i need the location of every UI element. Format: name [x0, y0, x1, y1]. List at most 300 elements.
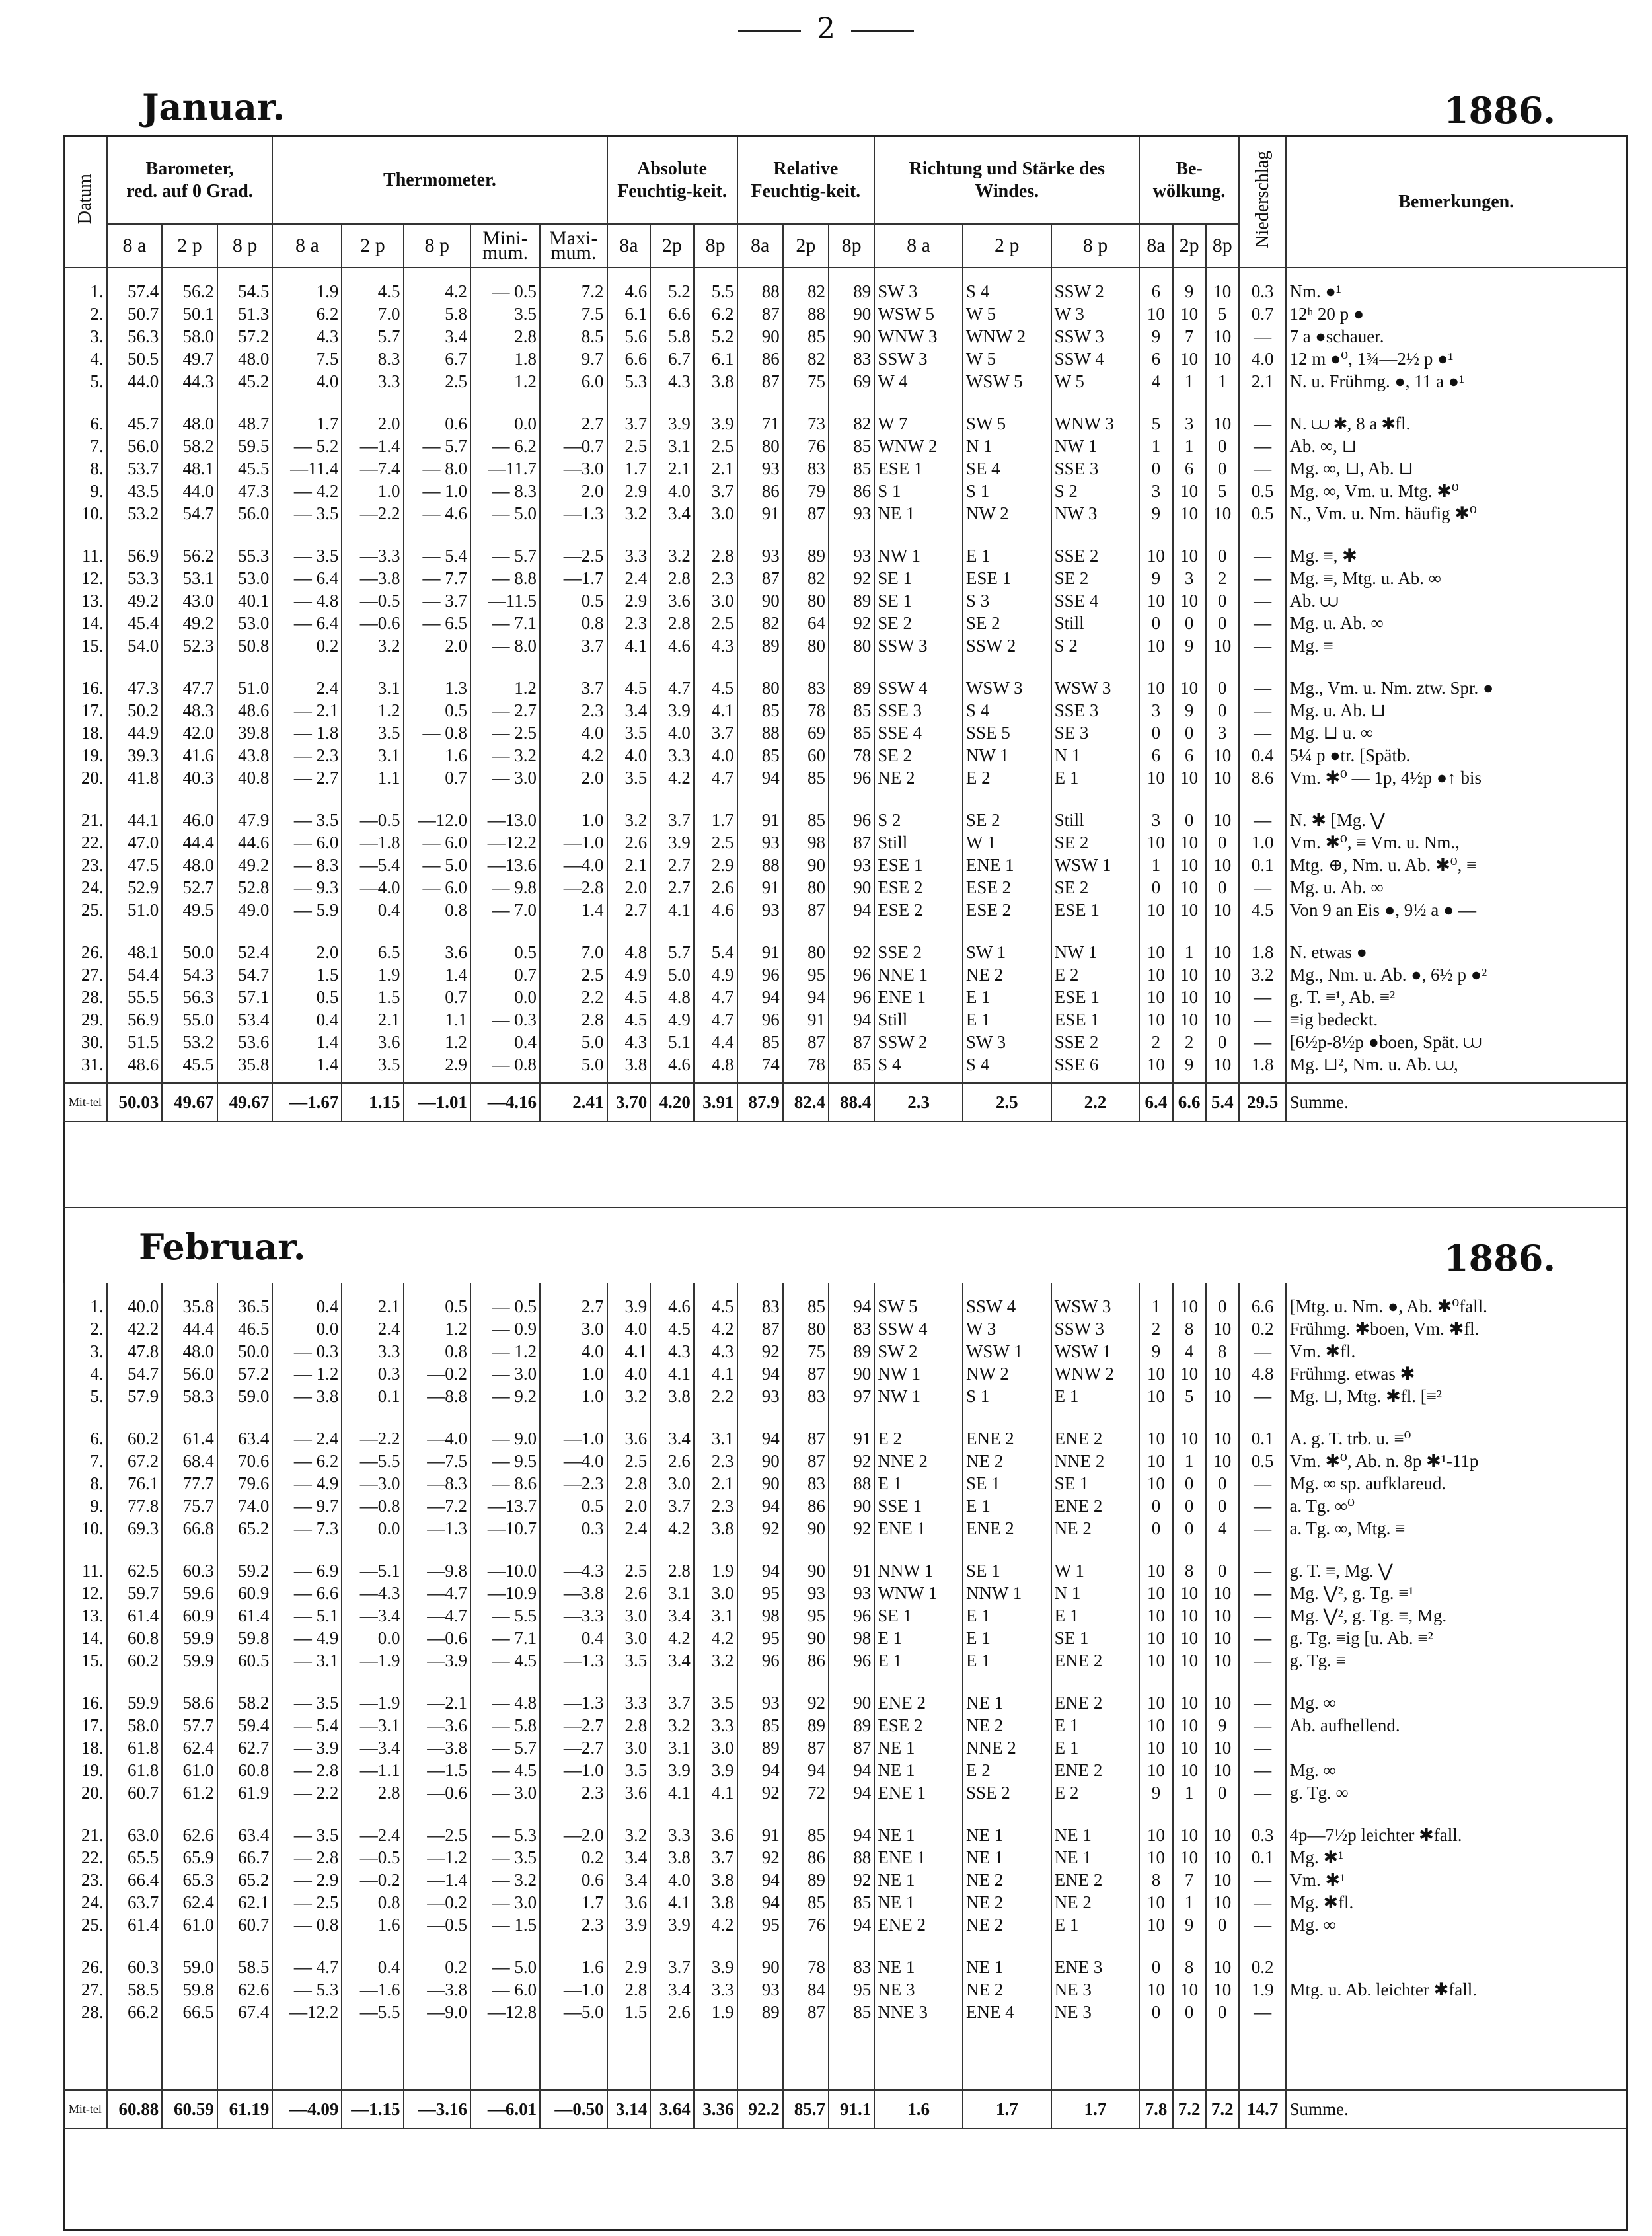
table-cell: 3.3	[650, 744, 694, 766]
table-cell: 4.5	[694, 1295, 737, 1318]
spacer-cell	[1139, 1283, 1172, 1295]
spacer-cell	[217, 268, 273, 280]
mean-cell: —1.01	[404, 1083, 470, 1121]
table-cell: 59.8	[217, 1627, 273, 1649]
table-cell: 1.6	[540, 1956, 607, 1978]
table-cell: —10.7	[470, 1517, 540, 1540]
spacer-cell	[963, 2023, 1051, 2090]
table-cell: Frühmg. etwas ✱	[1286, 1362, 1626, 1385]
header-sub-t8p-16: 8 p	[1051, 224, 1140, 268]
page-dash-left	[738, 30, 801, 32]
table-cell: 40.3	[162, 766, 217, 789]
spacer-cell	[1051, 1804, 1140, 1824]
spacer-cell	[874, 1283, 963, 1295]
table-cell: — 5.0	[470, 1956, 540, 1978]
table-cell: 41.6	[162, 744, 217, 766]
table-cell: SW 5	[963, 412, 1051, 435]
spacer-cell	[1051, 392, 1140, 412]
table-cell: 55.0	[162, 1008, 217, 1031]
table-cell: NE 1	[874, 1824, 963, 1846]
spacer-cell	[342, 1283, 403, 1295]
table-cell: 3.2	[607, 1824, 651, 1846]
mean-cell: —0.50	[540, 2090, 607, 2128]
spacer-cell	[737, 1283, 783, 1295]
table-cell: 63.4	[217, 1427, 273, 1450]
table-cell: 50.8	[217, 634, 273, 657]
table-cell: 85	[829, 1891, 874, 1914]
table-cell: 10	[1139, 1978, 1172, 2001]
table-row	[63, 1559, 1626, 1582]
table-cell: — 7.1	[470, 1627, 540, 1649]
spacer-cell	[272, 1540, 342, 1559]
table-cell: 58.6	[162, 1692, 217, 1714]
table-cell: 98	[783, 831, 829, 854]
spacer-cell	[63, 1936, 107, 1956]
table-cell: 3.9	[694, 1759, 737, 1781]
table-cell: 2.6	[607, 831, 651, 854]
spacer-cell	[404, 268, 470, 280]
table-cell: NE 1	[963, 1692, 1051, 1714]
table-cell: 93	[829, 502, 874, 525]
table-cell: SSW 4	[963, 1295, 1051, 1318]
table-cell: 92	[737, 1517, 783, 1540]
table-cell: 62.6	[162, 1824, 217, 1846]
table-cell: 0	[1206, 876, 1239, 899]
table-cell: 2.1	[694, 457, 737, 480]
spacer-cell	[1206, 1936, 1239, 1956]
spacer-cell	[963, 1540, 1051, 1559]
table-cell: 2.6	[650, 1450, 694, 1472]
table-cell: — 4.5	[470, 1759, 540, 1781]
table-cell: NW 3	[1051, 502, 1140, 525]
table-cell: 83	[783, 1385, 829, 1407]
table-cell: 10	[1173, 1604, 1206, 1627]
spacer-cell	[650, 1407, 694, 1427]
table-cell: 16.	[63, 677, 107, 699]
spacer-cell	[737, 1540, 783, 1559]
table-cell: WSW 1	[1051, 854, 1140, 876]
table-cell: —	[1239, 457, 1287, 480]
spacer-cell	[737, 1076, 783, 1083]
table-cell: 3.6	[404, 941, 470, 963]
table-cell: 91	[737, 502, 783, 525]
table-cell: SSE 2	[874, 941, 963, 963]
table-cell: 83	[829, 1318, 874, 1340]
table-cell: 93	[737, 457, 783, 480]
spacer-cell	[1139, 1407, 1172, 1427]
table-cell: 2.8	[650, 1559, 694, 1582]
header-datum	[63, 137, 107, 268]
table-cell: 57.4	[107, 280, 163, 303]
table-cell: — 5.0	[404, 854, 470, 876]
table-cell: —3.9	[404, 1649, 470, 1672]
table-cell: ENE 4	[963, 2001, 1051, 2023]
table-cell: —	[1239, 544, 1287, 567]
table-cell: 59.0	[162, 1956, 217, 1978]
table-cell: 75.7	[162, 1495, 217, 1517]
table-cell: —5.5	[342, 1450, 403, 1472]
table-cell: 4.2	[694, 1914, 737, 1936]
spacer-cell	[1206, 657, 1239, 677]
table-cell: 0.3	[1239, 280, 1287, 303]
table-cell: 5.	[63, 1385, 107, 1407]
spacer-cell	[1286, 921, 1626, 941]
spacer-cell	[874, 789, 963, 809]
spacer-cell	[162, 1540, 217, 1559]
table-cell: 2.1	[342, 1008, 403, 1031]
table-cell: 4.1	[694, 699, 737, 722]
spacer-cell	[107, 392, 163, 412]
table-cell: 1	[1206, 370, 1239, 392]
mean-cell: 5.4	[1206, 1083, 1239, 1121]
table-cell: 0.5	[1239, 502, 1287, 525]
table-cell: 0.2	[540, 1846, 607, 1869]
header-sub-t8p-2: 8 p	[217, 224, 273, 268]
table-cell: 91	[829, 1559, 874, 1582]
table-cell: 94	[829, 1781, 874, 1804]
table-cell: 69	[829, 370, 874, 392]
spacer-cell	[107, 1407, 163, 1427]
table-cell: 11.	[63, 544, 107, 567]
table-row	[63, 1053, 1626, 1076]
table-cell: —0.5	[342, 589, 403, 612]
header-sub-s2p-12: 2p	[783, 224, 829, 268]
table-cell: 10	[1173, 876, 1206, 899]
table-cell: 8	[1206, 1340, 1239, 1362]
table-cell: 82	[829, 412, 874, 435]
spacer-cell	[1206, 921, 1239, 941]
table-cell: 0.2	[1239, 1956, 1287, 1978]
table-cell: 74.0	[217, 1495, 273, 1517]
table-cell: 5	[1206, 480, 1239, 502]
spacer-cell	[874, 1407, 963, 1427]
table-cell: 0.4	[342, 1956, 403, 1978]
table-cell: N 1	[1051, 1582, 1140, 1604]
table-cell: — 3.5	[272, 1692, 342, 1714]
table-cell: 41.8	[107, 766, 163, 789]
table-cell: 78	[783, 1053, 829, 1076]
table-cell: 10	[1206, 1008, 1239, 1031]
table-cell: E 1	[963, 1604, 1051, 1627]
spacer-cell	[963, 657, 1051, 677]
spacer-cell	[963, 1804, 1051, 1824]
table-cell: 45.5	[217, 457, 273, 480]
spacer-cell	[217, 1407, 273, 1427]
spacer-cell	[342, 392, 403, 412]
table-cell: —	[1239, 435, 1287, 457]
table-cell: — 2.1	[272, 699, 342, 722]
table-cell: 9	[1173, 1053, 1206, 1076]
table-cell: ESE 1	[874, 854, 963, 876]
mean-cell: —6.01	[470, 2090, 540, 2128]
table-cell: 44.0	[107, 370, 163, 392]
table-cell: — 6.0	[404, 876, 470, 899]
table-cell: 5.1	[650, 1031, 694, 1053]
table-cell: 4.7	[650, 677, 694, 699]
table-cell: 0	[1206, 1472, 1239, 1495]
table-cell: 61.4	[162, 1427, 217, 1450]
table-cell: 96	[829, 1604, 874, 1627]
table-cell: 3.8	[650, 1385, 694, 1407]
table-cell: 85	[783, 809, 829, 831]
table-cell: g. T. ≡, Mg. ⋁	[1286, 1559, 1626, 1582]
table-cell: Mg. u. Ab. ⊔	[1286, 699, 1626, 722]
table-cell: — 5.5	[470, 1604, 540, 1627]
table-cell: 3.7	[694, 722, 737, 744]
table-cell: 4.5	[342, 280, 403, 303]
table-cell: 91	[783, 1008, 829, 1031]
table-cell: 5.7	[650, 941, 694, 963]
spacer-cell	[1139, 1540, 1172, 1559]
table-cell: 48.3	[162, 699, 217, 722]
table-row	[63, 854, 1626, 876]
table-cell: 83	[737, 1295, 783, 1318]
spacer-cell	[650, 1076, 694, 1083]
spacer-cell	[1239, 1936, 1287, 1956]
table-cell: 5.7	[342, 325, 403, 348]
header-sub-t8a-3: 8 a	[272, 224, 342, 268]
table-cell: 5.0	[540, 1031, 607, 1053]
table-cell: 10	[1206, 502, 1239, 525]
table-row	[63, 1472, 1626, 1495]
spacer-cell	[694, 1936, 737, 1956]
table-cell: 66.5	[162, 2001, 217, 2023]
table-cell: 91	[737, 1824, 783, 1846]
table-cell: g. Tg. ≡	[1286, 1649, 1626, 1672]
table-cell: —	[1239, 1517, 1287, 1540]
table-cell: 0.4	[272, 1008, 342, 1031]
table-row	[63, 1517, 1626, 1540]
table-cell: 94	[737, 1869, 783, 1891]
mean-cell: 7.2	[1206, 2090, 1239, 2128]
table-cell: [Mtg. u. Nm. ●, Ab. ✱⁰fall.	[1286, 1295, 1626, 1318]
spacer-cell	[874, 1540, 963, 1559]
spacer-cell	[963, 1936, 1051, 1956]
table-cell: 6.	[63, 1427, 107, 1450]
spacer-cell	[1239, 1672, 1287, 1692]
table-cell: 92	[829, 567, 874, 589]
table-cell: 10	[1139, 1649, 1172, 1672]
spacer-cell	[107, 268, 163, 280]
table-cell: 5¼ p ●tr. [Spätb.	[1286, 744, 1626, 766]
header-sub-t2p-1: 2 p	[162, 224, 217, 268]
spacer-cell	[1139, 392, 1172, 412]
spacer-cell	[404, 657, 470, 677]
table-cell: 27.	[63, 1978, 107, 2001]
table-row	[63, 280, 1626, 303]
spacer-cell	[1139, 1936, 1172, 1956]
table-cell: 4.5	[694, 677, 737, 699]
spacer-cell	[540, 1936, 607, 1956]
table-cell: 6.	[63, 412, 107, 435]
spacer-cell	[963, 1283, 1051, 1295]
table-cell: 48.1	[107, 941, 163, 963]
table-cell: NE 2	[963, 1914, 1051, 1936]
table-cell: 39.8	[217, 722, 273, 744]
table-cell: 40.8	[217, 766, 273, 789]
table-cell: 3.0	[650, 1472, 694, 1495]
spacer-cell	[694, 2023, 737, 2090]
table-cell: 1.9	[272, 280, 342, 303]
spacer-cell	[342, 268, 403, 280]
table-cell: W 7	[874, 412, 963, 435]
table-cell: 95	[829, 1978, 874, 2001]
table-cell: 94	[737, 1559, 783, 1582]
table-cell: 0.7	[404, 766, 470, 789]
table-cell: SSW 3	[1051, 1318, 1140, 1340]
table-cell: 55.3	[217, 544, 273, 567]
table-cell: — 5.2	[272, 435, 342, 457]
table-cell: 6.1	[607, 303, 651, 325]
table-cell: 89	[783, 1714, 829, 1736]
table-cell: 94	[829, 1008, 874, 1031]
header-sub-maximum-7: Maxi-mum.	[540, 224, 607, 268]
table-cell: NE 1	[874, 1956, 963, 1978]
table-cell: 0.1	[1239, 1846, 1287, 1869]
spacer-cell	[650, 2023, 694, 2090]
summe-label: Summe.	[1286, 2090, 1626, 2128]
header-sub-t8a-14: 8 a	[874, 224, 963, 268]
spacer-cell	[963, 1407, 1051, 1427]
table-cell: —4.7	[404, 1604, 470, 1627]
table-cell: 64	[783, 612, 829, 634]
table-cell: — 0.3	[470, 1008, 540, 1031]
table-cell: SE 3	[1051, 722, 1140, 744]
table-cell: 7.5	[540, 303, 607, 325]
table-cell: 1.4	[404, 963, 470, 986]
table-cell: 2.9	[694, 854, 737, 876]
spacer-cell	[963, 392, 1051, 412]
table-cell: 87	[829, 831, 874, 854]
spacer-cell	[1286, 1283, 1626, 1295]
table-cell: N., Vm. u. Nm. häufig ✱⁰	[1286, 502, 1626, 525]
spacer-cell	[1286, 789, 1626, 809]
table-row	[63, 963, 1626, 986]
table-cell: 2.0	[404, 634, 470, 657]
table-cell: 5.2	[650, 280, 694, 303]
table-cell: 4.	[63, 1362, 107, 1385]
spacer-cell	[874, 392, 963, 412]
spacer-cell	[470, 268, 540, 280]
table-cell: 60.7	[107, 1781, 163, 1804]
spacer-cell	[63, 657, 107, 677]
table-cell: 28.	[63, 986, 107, 1008]
table-cell: 10	[1173, 480, 1206, 502]
table-cell: — 0.3	[272, 1340, 342, 1362]
table-cell: 49.5	[162, 899, 217, 921]
table-cell: 89	[783, 544, 829, 567]
mean-cell: 92.2	[737, 2090, 783, 2128]
spacer-cell	[829, 1540, 874, 1559]
table-cell: 2.1	[607, 854, 651, 876]
spacer-cell	[272, 657, 342, 677]
table-cell: 4	[1206, 1517, 1239, 1540]
table-cell: 90	[829, 1362, 874, 1385]
spacer-cell	[874, 525, 963, 544]
table-cell: 3.0	[540, 1318, 607, 1340]
table-cell: 83	[829, 1956, 874, 1978]
table-cell: 2.4	[272, 677, 342, 699]
table-cell: 66.7	[217, 1846, 273, 1869]
table-cell: SE 1	[1051, 1472, 1140, 1495]
table-cell: 2.0	[607, 876, 651, 899]
table-cell: 80	[829, 634, 874, 657]
spacer-cell	[63, 1076, 107, 1083]
table-cell: — 1.5	[470, 1914, 540, 1936]
table-cell: SE 1	[963, 1559, 1051, 1582]
spacer-cell	[63, 268, 107, 280]
table-row	[63, 435, 1626, 457]
table-cell: 3.0	[694, 502, 737, 525]
table-cell: 60.3	[107, 1956, 163, 1978]
table-cell: 8.6	[1239, 766, 1287, 789]
table-cell: 2	[1139, 1031, 1172, 1053]
table-cell: 87	[783, 1450, 829, 1472]
header-barometer	[107, 137, 273, 224]
table-cell: SSE 6	[1051, 1053, 1140, 1076]
table-cell: 50.0	[162, 941, 217, 963]
spacer-cell	[272, 789, 342, 809]
table-cell: — 2.7	[272, 766, 342, 789]
table-cell: E 1	[1051, 1714, 1140, 1736]
table-cell: 63.0	[107, 1824, 163, 1846]
table-cell: 60.2	[107, 1649, 163, 1672]
table-cell: — 6.0	[272, 831, 342, 854]
table-cell: 51.0	[217, 677, 273, 699]
table-cell: 10	[1206, 1053, 1239, 1076]
spacer-cell	[1173, 392, 1206, 412]
table-cell: — 4.2	[272, 480, 342, 502]
table-cell: Mg. ∞, Vm. u. Mtg. ✱⁰	[1286, 480, 1626, 502]
table-cell: 10	[1173, 899, 1206, 921]
table-cell: 7.5	[272, 348, 342, 370]
spacer-cell	[829, 2023, 874, 2090]
table-cell: N. ✱ [Mg. ⋁	[1286, 809, 1626, 831]
table-cell: 3.4	[650, 502, 694, 525]
year-label-januar: 1886.	[1444, 89, 1556, 131]
table-cell: NW 2	[963, 1362, 1051, 1385]
table-cell: 4.7	[694, 986, 737, 1008]
table-cell: SE 1	[874, 567, 963, 589]
table-cell: 96	[737, 1649, 783, 1672]
spacer-cell	[107, 1672, 163, 1692]
spacer-cell	[107, 1076, 163, 1083]
table-cell: NE 1	[1051, 1824, 1140, 1846]
table-cell: 8	[1173, 1956, 1206, 1978]
table-cell: 94	[737, 986, 783, 1008]
table-cell: E 1	[1051, 1604, 1140, 1627]
table-cell: — 2.3	[272, 744, 342, 766]
table-cell: ESE 2	[963, 876, 1051, 899]
spacer-cell	[1239, 657, 1287, 677]
spacer-cell	[470, 525, 540, 544]
table-cell: —2.1	[404, 1692, 470, 1714]
table-cell: 53.2	[162, 1031, 217, 1053]
table-cell: 44.0	[162, 480, 217, 502]
table-cell: 56.0	[217, 502, 273, 525]
spacer-cell	[1239, 1804, 1287, 1824]
table-row	[63, 699, 1626, 722]
table-cell: NE 2	[963, 1450, 1051, 1472]
table-cell: 89	[783, 1869, 829, 1891]
table-cell: 3.6	[607, 1427, 651, 1450]
table-cell: WSW 3	[1051, 677, 1140, 699]
header-sub-s8a-8: 8a	[607, 224, 651, 268]
spacer-cell	[470, 789, 540, 809]
table-cell: 78	[783, 699, 829, 722]
table-cell: — 6.2	[272, 1450, 342, 1472]
spacer-cell	[1286, 1076, 1626, 1083]
